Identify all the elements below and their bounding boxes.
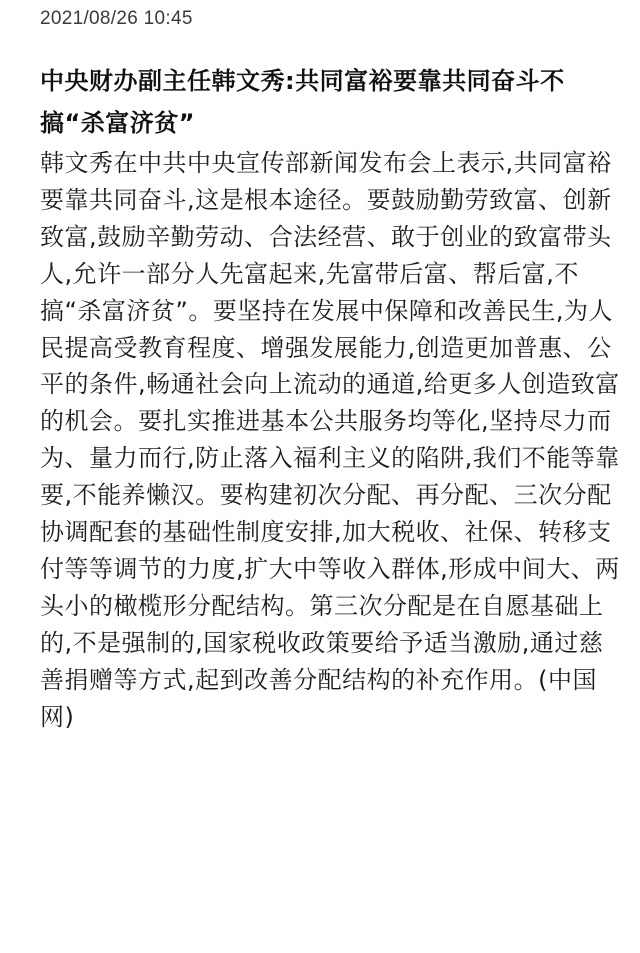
article-headline: 中央财办副主任韩文秀:共同富裕要靠共同奋斗不搞“杀富济贫” <box>40 67 565 137</box>
article-body: 韩文秀在中共中央宣传部新闻发布会上表示,共同富裕要靠共同奋斗,这是根本途径。要鼓励勤劳致富、创新致富,鼓励辛勤劳动、合法经营、敢于创业的致富带头人,允许一部分人先富起来,先富带后富、帮后富,不搞“杀富济贫”。要坚持在发展中保障和改善民生,为人民提高受教育程度、增强发展能力,创造更加普惠、公平的条件,畅通社会向上流动的通道,给更多人创造致富的机会。要扎实推进基本公共服务均等化,坚持尽力而为、量力而行,防止落入福利主义的陷阱,我们不能等靠要,不能养懒汉。要构建初次分配、再分配、三次分配协调配套的基础性制度安排,加大税收、社保、转移支付等等调节的力度,扩大中等收入群体,形成中间大、两头小的橄榄形分配结构。第三次分配是在自愿基础上的,不是强制的,国家税收政策要给予适当激励,通过慈善捐赠等方式,起到改善分配结构的补充作用。(中国网) <box>40 149 620 731</box>
article-timestamp: 2021/08/26 10:45 <box>40 8 193 29</box>
